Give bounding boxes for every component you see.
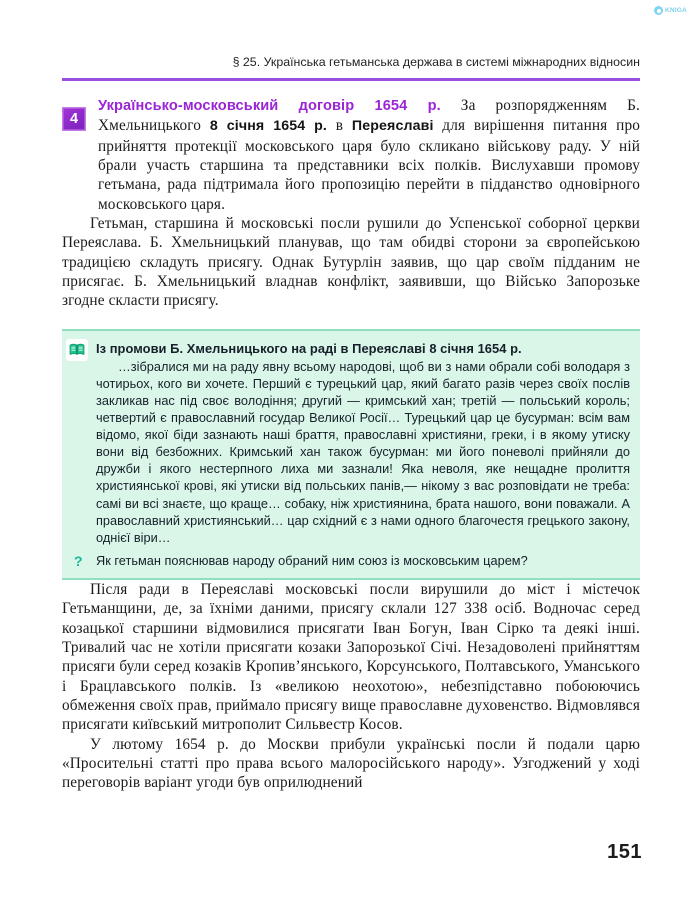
section-place-bold: Переяславі bbox=[351, 118, 434, 135]
source-box-quote: …зібралися ми на раду явну всьому народові, щоб ви з нами обрали собі володаря з чотирьох, кого ви хочете. Перший є турецький цар, який багато разів через своїх послів закликав нас під своє володіння; другий — кримський хан; третій — польський король; четвертий є православний государ Великої Росії… Турецький цар це бусурман: всім вам відомо, якої біди зазнають наші браття, православні християни, греки, і в якому утиску вони від безбожних. Кримський хан також бусурман: ми його поневолі прийняли до дружби і якого нестерпного лиха ми зазнали! Яка неволя, яке нещадне пролиття християнської крові, які утиски від польських панів,— нікому з вас розповідати не треба: самі ви всі знаєте, що краще… собаку, ніж християнина, брата нашого, вони поважали. А православний християнський… цар східний є з нами одного благочестя грецького закону, однієї віри… bbox=[96, 358, 630, 545]
section-text-1c: для вирішення питання про прийняття протекції московського царя було скликано військову раду. У ній брали участь старшина та представники всіх полків. Вислухавши промову гетьмана, рада підтримала його пропозицію перейти в підданство одновірного московського царя. bbox=[98, 117, 640, 213]
body-paragraph-4: У лютому 1654 р. до Москви прибули українські посли й подали царю «Просительні статті про права всього малоросійського народу». Узгоджений у ході переговорів варіант угоди був оприлюднений bbox=[62, 735, 640, 792]
section-body bbox=[98, 96, 640, 214]
content-column bbox=[62, 96, 640, 793]
section-date-bold: 8 січня 1654 р. bbox=[209, 118, 327, 135]
section-paragraph-1 bbox=[98, 96, 640, 214]
source-quote-box bbox=[62, 329, 640, 580]
section-text-1b: в bbox=[327, 117, 352, 135]
section-number-badge: 4 bbox=[62, 107, 86, 131]
question-mark-icon: ? bbox=[74, 552, 83, 569]
publisher-watermark bbox=[654, 4, 700, 17]
open-book-icon bbox=[66, 339, 88, 361]
watermark-logo-icon bbox=[654, 6, 663, 15]
section-title: Українсько-московський договір 1654 р. bbox=[98, 98, 441, 114]
watermark-brand-text: KNIGA bbox=[665, 7, 687, 14]
source-box-question: Як гетьман пояснював народу обраний ним союз із московським царем? bbox=[96, 552, 528, 568]
running-head-rule bbox=[62, 78, 640, 81]
section-text-1a: За розпорядженням Б. Хмельницького bbox=[98, 97, 640, 135]
numbered-section bbox=[62, 96, 640, 214]
source-box-title: Із промови Б. Хмельницького на раді в Переяславі 8 січня 1654 р. bbox=[96, 340, 522, 356]
section-paragraph-2: Гетьман, старшина й московські посли рушили до Успенської соборної церкви Переяслава. Б. Хмельницький планував, що там обидві сторони за європейською традицією складуть присягу. Однак Бутурлін заявив, що цар своїм підданим не присягає. Б. Хмельницький владнав конфлікт, заявивши, що Військо Запорозьке згодне скласти присягу. bbox=[62, 215, 640, 310]
running-head: § 25. Українська гетьманська держава в системі міжнародних відносин bbox=[232, 55, 640, 69]
page-number: 151 bbox=[607, 841, 642, 863]
body-paragraph-3: Після ради в Переяславі московські посли вирушили до міст і містечок Гетьманщини, де, за їхніми даними, присягу склали 127 338 осіб. Водночас серед козацької старшини відмовилися присягати Іван Богун, Іван Сірко та деякі інші. Тривалий час не хотіли присягати козаки Запорозької Січі. Незадоволені прийняттям присяги були серед козаків Кропив’янського, Корсунського, Полтавського, Уманського і Брацлавського полків. Із «великою неохотою», небезпідставно побоюючись обмеження своїх прав, приймало присягу вище православне духовенство. Відмовлявся присягати київський митрополит Сильвестр Косов. bbox=[62, 580, 640, 734]
